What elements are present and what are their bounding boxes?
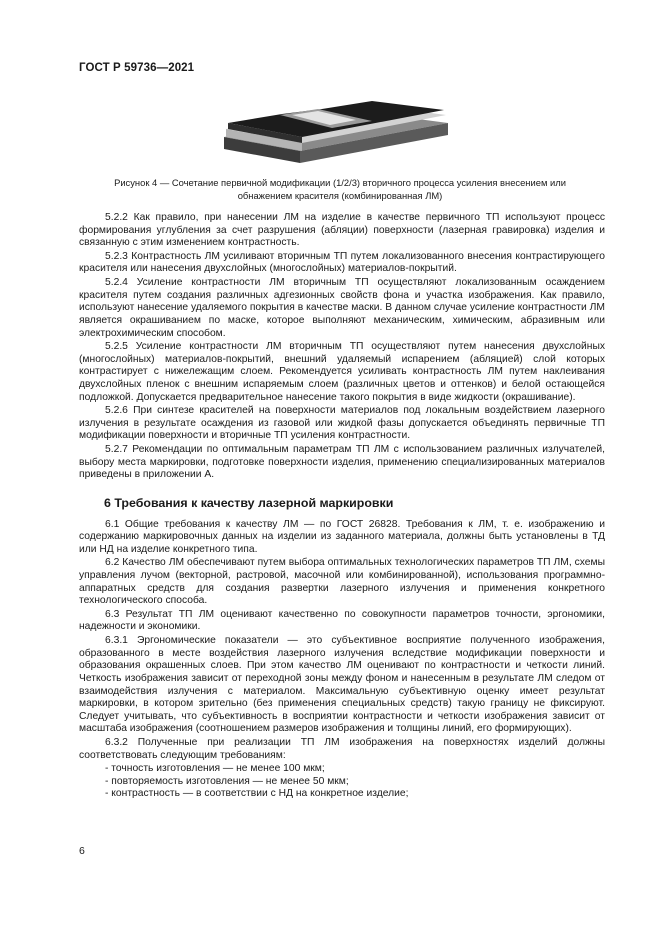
- list-item-contrast: - контрастность — в соответствии с НД на конкретное изделие;: [105, 788, 409, 800]
- document-body: [79, 212, 605, 801]
- paragraph-5-2-2: 5.2.2 Как правило, при нанесении ЛМ на изделие в качестве первичного ТП используют процесс формирования углубления за счет разрушения (абляции) поверхности (лазерная гравировка) изделия и связанную с этим изменением контрастность.: [79, 212, 605, 249]
- page-number: 6: [79, 845, 85, 857]
- paragraph-6-3-1: 6.3.1 Эргономические показатели — это субъективное восприятие полученного изображения, образованного в месте воздействия лазерного излучения вследствие модификации поверхности и образования окрашенных слоев. При этом качество ЛМ оценивают по контрастности и четкости линий. Четкость изображения зависит от переходной зоны между фоном и нанесенным в результате ЛМ следом от взаимодействия излучения с материалом. Максимальную субъективную оценку имеет результат маркировки, в котором зрительно (без применения специальных средств) такую границу не фиксируют. Следует учитывать, что субъективность в восприятии контрастности и четкости изображения зависит от масштаба изображения (соотношением размеров изображения и толщины линий, его формирующих).: [79, 635, 605, 735]
- standard-header: ГОСТ Р 59736—2021: [79, 62, 195, 74]
- paragraph-6-3: 6.3 Результат ТП ЛМ оценивают качественно по совокупности параметров точности, эргономики, надежности и экономики.: [79, 608, 605, 633]
- section-6-title: 6 Требования к качеству лазерной маркировки: [104, 495, 394, 510]
- paragraph-6-3-2: 6.3.2 Полученные при реализации ТП ЛМ изображения на поверхностях изделий должны соответствовать следующим требованиям:: [79, 737, 605, 761]
- paragraph-5-2-7: 5.2.7 Рекомендации по оптимальным параметрам ТП ЛМ с использованием различных излучателей, выбору места маркировки, подготовке поверхности изделия, применению специализированных материалов приведены в приложении А.: [79, 444, 605, 481]
- paragraph-5-2-5: 5.2.5 Усиление контрастности ЛМ вторичным ТП осуществляют путем нанесения двухслойных (многослойных) материалов-покрытий, внешний удаляемый испарением (абляцией) слой которых контрастирует с нижележащим слоем. Рекомендуется усиливать контрастность ЛМ путем наклеивания двухслойных пленок с внешним испаряемым слоем (различных цветов и оттенков) и белой остающейся подложкой. Допускается предварительное нанесение такого покрытия в виде жидкости (окрашивание).: [79, 341, 605, 403]
- paragraph-5-2-4: 5.2.4 Усиление контрастности ЛМ вторичным ТП осуществляют локализованным осаждением красителя путем создания различных адгезионных свойств фона и участка изображения. Как правило, используют нанесение удаляемого покрытия в качестве маски. В данном случае усиление контрастности ЛМ является окрашиванием по маске, которое выполняют механическим, химическим, абразивным или электрохимическим способом.: [79, 277, 605, 339]
- paragraph-5-2-6: 5.2.6 При синтезе красителей на поверхности материалов под локальным воздействием лазерного излучения в результате осаждения из газовой или жидкой фазы допускается объединять первичные ТП модификации поверхности и вторичные ТП усиления контрастности.: [79, 405, 605, 442]
- list-item-repeatability: - повторяемость изготовления — не менее 50 мкм;: [105, 775, 349, 787]
- figure-caption: Рисунок 4 — Сочетание первичной модификации (1/2/3) вторичного процесса усиления внесением или обнажением красителя (комбинированная ЛМ): [114, 177, 566, 201]
- paragraph-6-1: 6.1 Общие требования к качеству ЛМ — по ГОСТ 26828. Требования к ЛМ, т. е. изображению и содержанию маркировочных данных на изделии из заданного материала, должны быть установлены в ТД или НД на изделие конкретного типа.: [79, 518, 605, 555]
- paragraph-5-2-3: 5.2.3 Контрастность ЛМ усиливают вторичным ТП путем локализованного внесения контрастирующего красителя или нанесения двухслойных (многослойных) материалов-покрытий.: [79, 250, 605, 275]
- figure-4-layered-material: [222, 93, 450, 165]
- list-item-accuracy: - точность изготовления — не менее 100 мкм;: [105, 763, 325, 775]
- paragraph-6-2: 6.2 Качество ЛМ обеспечивают путем выбора оптимальных технологических параметров ТП ЛМ, схемы управления лучом (векторной, растровой, масочной или комбинированной), использования программно-аппаратных средств для создания развертки лазерного излучения и применения конкретного технологического способа.: [79, 557, 605, 607]
